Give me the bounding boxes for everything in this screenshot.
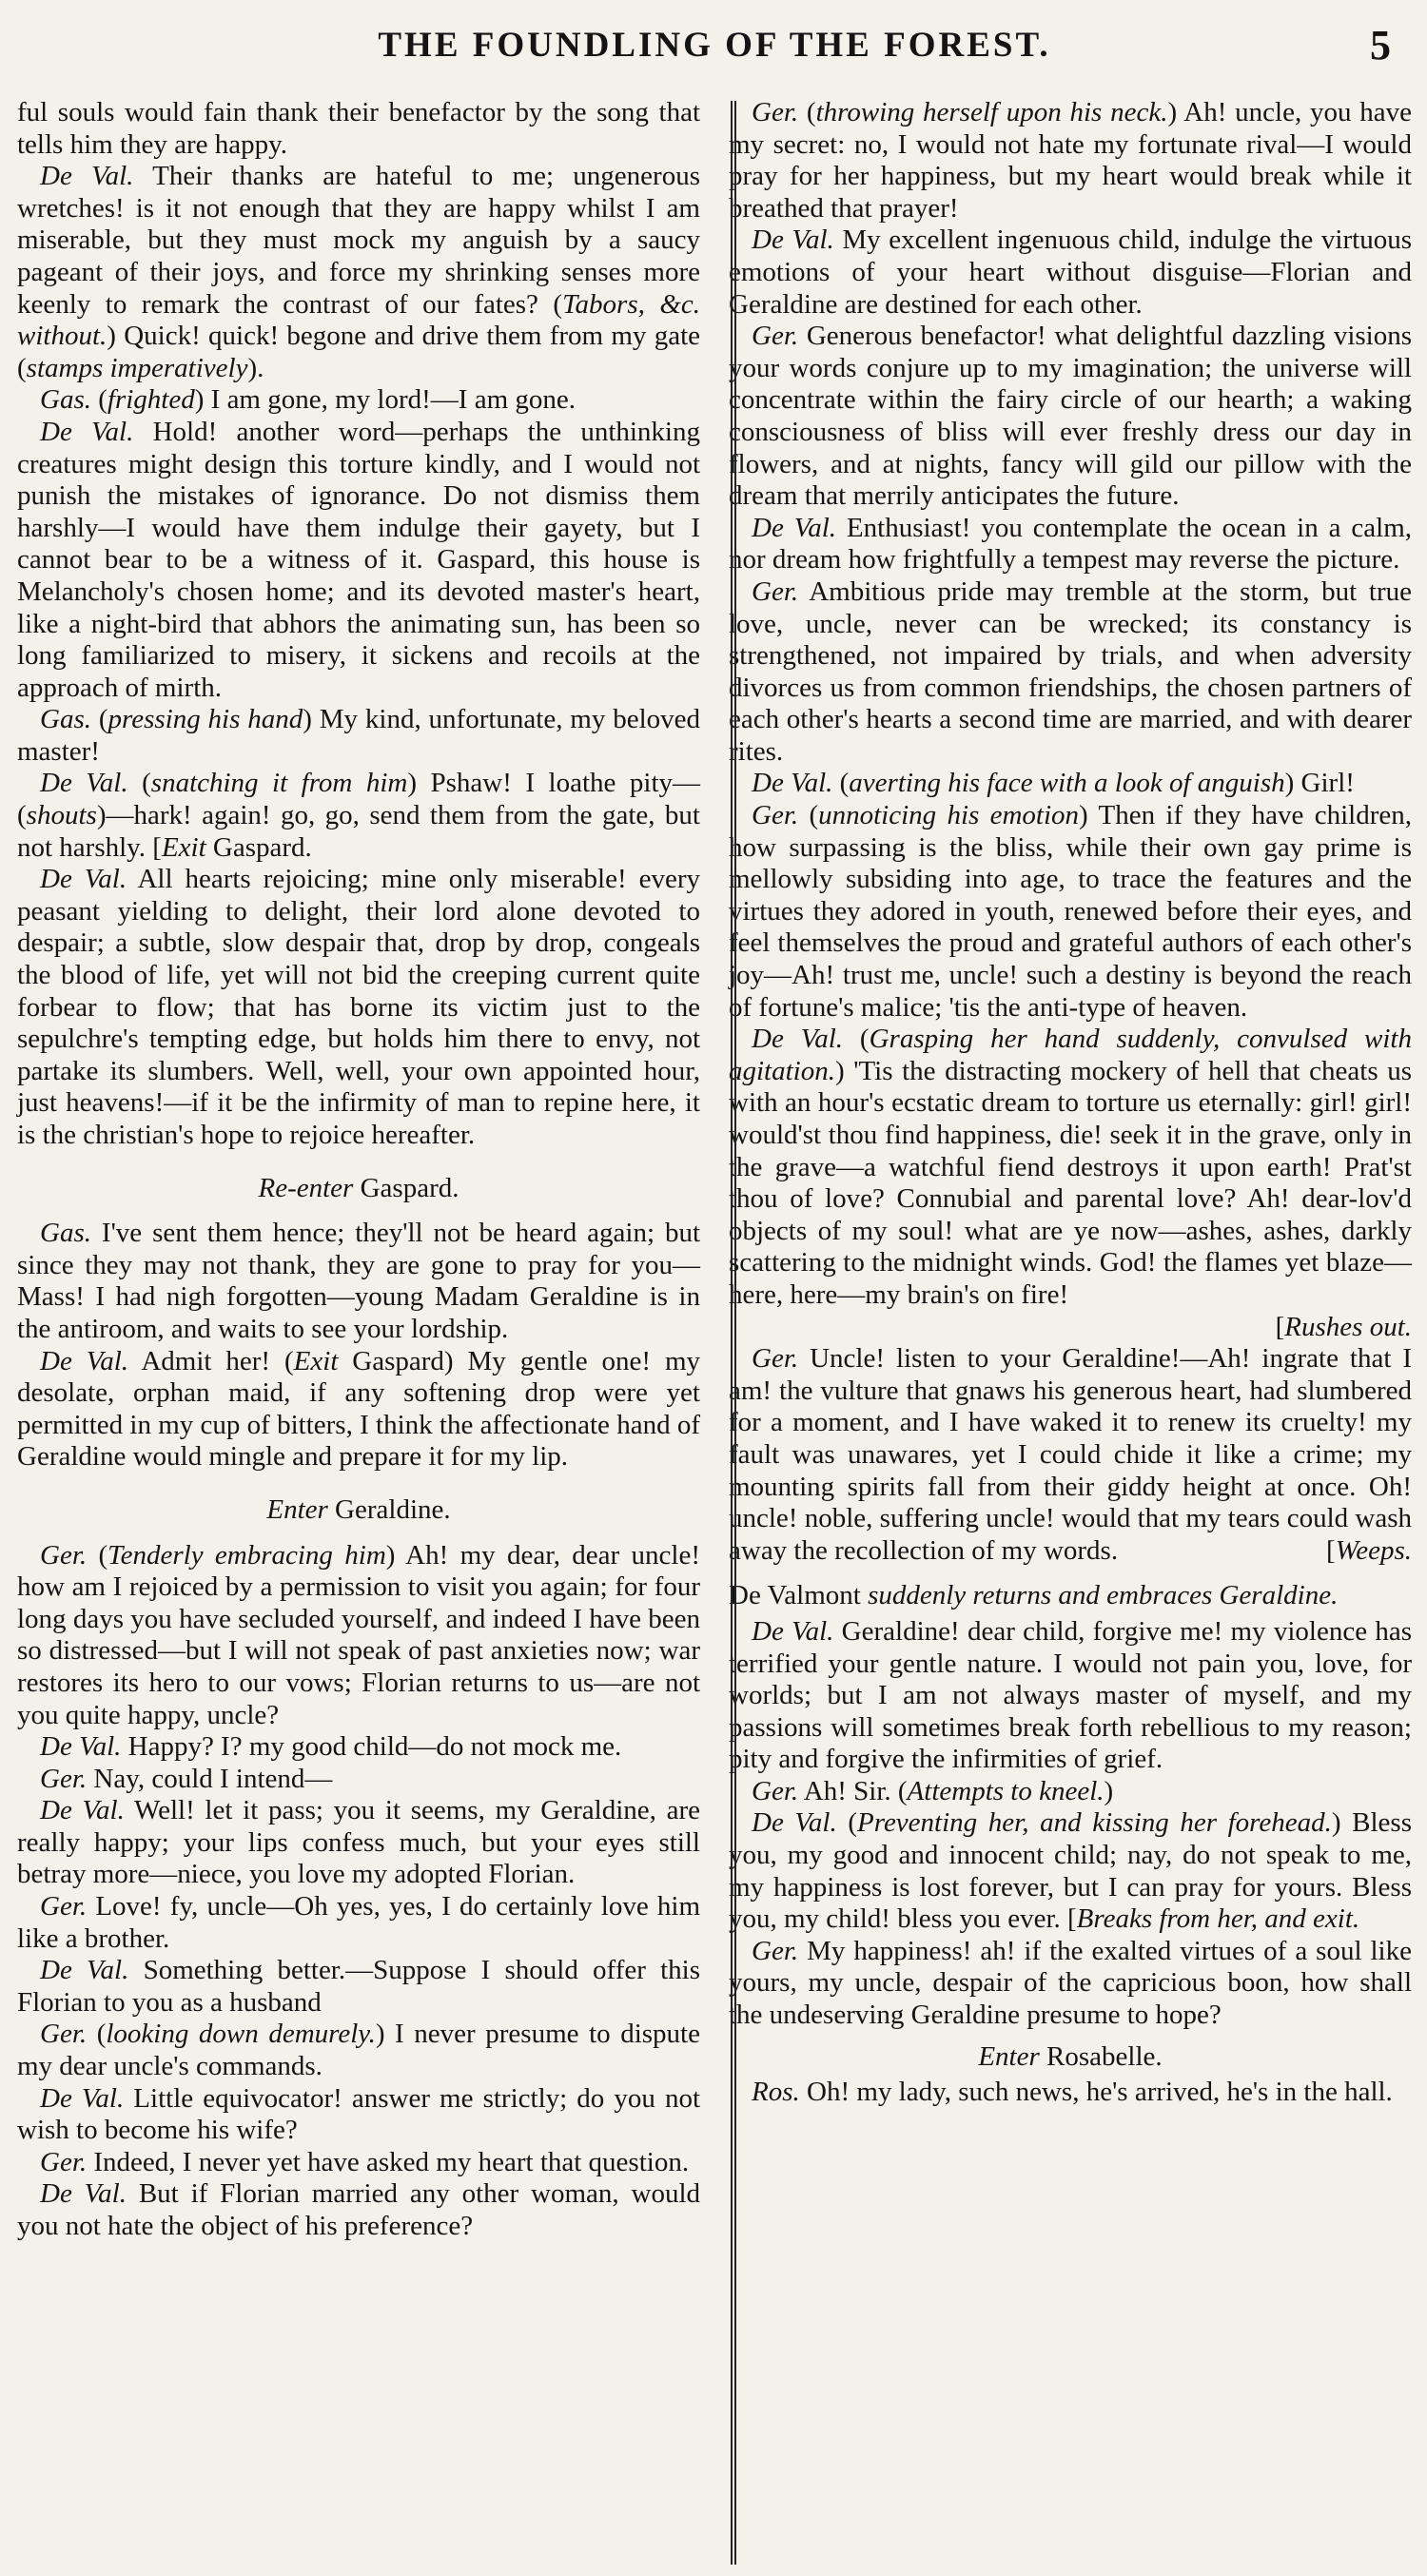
speech-text: ( [843, 1024, 870, 1055]
speaker-name: Ger. [40, 1763, 88, 1794]
speaker-name: Ger. [40, 1891, 88, 1922]
speech-text: Love! fy, uncle—Oh yes, yes, I do certainly love him like a brother. [17, 1891, 700, 1954]
speech-text: My happiness! ah! if the exalted virtues of a soul like yours, my uncle, despair of the capricious boon, how shall the undeserving Geraldine presume to hope? [729, 1935, 1412, 2031]
column-divider [731, 101, 736, 2565]
stage-direction: Tenderly embracing him [108, 1539, 386, 1571]
stage-direction: Enter [266, 1493, 328, 1525]
speech [729, 800, 1412, 1024]
speaker-name: De Val. [40, 2178, 127, 2210]
bracket: [ [1326, 1534, 1336, 1566]
speech [729, 1776, 1412, 1808]
speaker-name: Ger. [752, 800, 799, 831]
right-column [729, 97, 1412, 2243]
stage-direction: unnoticing his emotion [818, 800, 1080, 831]
stage-direction: stamps imperatively [26, 352, 248, 383]
speech-text: Gaspard. [205, 831, 312, 863]
stage-heading [17, 1494, 700, 1527]
speech [17, 1955, 700, 2019]
speaker-name: De Val. [752, 768, 833, 799]
speech [17, 2178, 700, 2242]
speech-text: ( [832, 768, 850, 799]
paragraph: ful souls would fain thank their benefactor by the song that tells him they are happy. [17, 97, 700, 160]
speech-text: ( [87, 2019, 107, 2050]
speech [17, 1795, 700, 1891]
stage-direction: averting his face with a look of anguish [849, 768, 1285, 799]
speech-text: ) 'Tis the distracting mockery of hell that cheats us with an hour's ecstatic dream to torture us eternally: girl! girl! would'st thou find happiness, die! seek it in the grave, only in the grave—a watchful fiend destroys it upon earth! Prat'st thou of love? Connubial and parental love? Ah! dear-lov'd objects of my soul! what are ye now—ashes, ashes, darkly scattering to the midnight winds. God! the flames yet blaze—here, here—my brain's on fire! [729, 1055, 1412, 1310]
speech [729, 97, 1412, 224]
stage-direction: Tabors, &c. without. [17, 288, 700, 352]
speaker-name: De Val. [40, 768, 128, 799]
speech [17, 161, 700, 384]
speech-text: Gaspard) My gentle one! my desolate, orphan maid, if any softening drop were yet permitted in my cup of bitters, I think the affectionate hand of Geraldine would mingle and prepare it for my lip. [17, 1345, 700, 1473]
speech [729, 321, 1412, 513]
speech [729, 768, 1412, 800]
stage-direction: Breaks from her, and exit. [1076, 1903, 1360, 1935]
speaker-name: Gas. [40, 384, 91, 416]
running-header [17, 21, 1412, 97]
running-title: THE FOUNDLING OF THE FOREST. [378, 26, 1051, 65]
speech-text: ) Ah! my dear, dear uncle! how am I rejoiced by a permission to visit you again; for four long days you have secluded yourself, and indeed I have been so distressed—but I will not speak of past anxieties now; war restores its hero to our vows; Florian returns to us—are not you quite happy, uncle? [17, 1539, 700, 1730]
speech-text: ( [798, 97, 816, 127]
stage-direction: shouts [26, 800, 97, 831]
stage-direction: Attempts to kneel. [907, 1775, 1104, 1806]
stage-direction: Preventing her, and kissing her forehead. [857, 1807, 1332, 1839]
speech-text: ( [836, 1807, 858, 1839]
speech-text: ) Then if they have children, how surpassing is the bliss, while their own gay prime is mellowly subsiding into age, to trace the features and the virtues they adored in youth, renewed before their eyes, and feel themselves the proud and grateful authors of each other's joy—Ah! trust me, uncle! such a destiny is beyond the reach of fortune's malice; 'tis the anti-type of heaven. [729, 800, 1412, 1023]
speaker-name: De Val. [752, 512, 837, 543]
speech [729, 2077, 1412, 2109]
speech [17, 768, 700, 864]
speech-text: But if Florian married any other woman, would you not hate the object of his preference? [17, 2178, 700, 2241]
speech-text: ( [87, 1539, 108, 1571]
speech [729, 1616, 1412, 1776]
speaker-name: Ger. [40, 2019, 88, 2050]
speech [17, 1731, 700, 1764]
stage-direction: Exit [293, 1345, 339, 1376]
speaker-name: Ger. [752, 321, 799, 352]
left-column [17, 97, 700, 2243]
exit-direction [729, 1312, 1412, 1344]
speech [729, 1343, 1412, 1567]
speech-text: ) [1104, 1775, 1114, 1806]
speech-text: Geraldine! dear child, forgive me! my violence has terrified your gentle nature. I would not pain you, love, for worlds; but I am not always master of myself, and my passions will sometimes break forth rebellious to my reason; pity and forgive the infirmities of grief. [729, 1615, 1412, 1775]
speech-text: Ambitious pride may tremble at the storm, but true love, uncle, never can be wrecked; its constancy is strengthened, not impaired by trials, and when adversity divorces us from common friendships, the chosen partners of each other's hearts a second time are married, and with dearer rites. [729, 576, 1412, 767]
speech [17, 1346, 700, 1473]
speech-text: Nay, could I intend— [87, 1763, 333, 1794]
speech-text: Something better.—Suppose I should offer this Florian to you as a husband [17, 1955, 700, 2018]
stage-direction: Weeps. [1335, 1534, 1412, 1566]
speech-text: Their thanks are hateful to me; ungenerous wretches! is it not enough that they are happy whilst I am miserable, but they must mock my anguish by a saucy pageant of their joys, and force my shrinking senses more keenly to remark the contrast of our fates? ( [17, 161, 700, 320]
speaker-name: De Val. [40, 1955, 129, 1986]
speaker-name: Ger. [40, 1539, 88, 1571]
speaker-name: Gas. [40, 704, 91, 735]
speaker-name: Ger. [752, 1775, 799, 1806]
speech-text: Indeed, I never yet have asked my heart that question. [87, 2146, 690, 2177]
character-name: De Valmont [729, 1580, 869, 1611]
speaker-name: De Val. [752, 1024, 844, 1055]
speaker-name: De Val. [40, 161, 134, 192]
stage-direction: suddenly returns and embraces Geraldine. [868, 1580, 1339, 1611]
speech-text: All hearts rejoicing; mine only miserable! every peasant yielding to delight, their lord alone devoted to despair; a subtle, slow despair that, drop by drop, congeals the blood of life, yet will not bid the creeping current quite forbear to flow; that has borne its victim just to the sepulchre's tempting edge, but holds him there to envy, not partake its slumbers. Well, well, your own appointed hour, just heavens!—if it be the infirmity of man to repine here, it is the christian's hope to rejoice hereafter. [17, 864, 700, 1150]
speaker-name: De Val. [40, 2082, 125, 2114]
speech-text: ) Bless you, my good and innocent child; nay, do not speak to me, my happiness is lost forever, but I can pray for yours. Bless you, my child! bless you ever. [ [729, 1807, 1412, 1935]
speech-text: Happy? I? my good child—do not mock me. [121, 1731, 622, 1763]
speech-text: Enthusiast! you contemplate the ocean in a calm, nor dream how frightfully a tempest may reverse the picture. [729, 512, 1413, 576]
speech [729, 513, 1412, 576]
speech-text: Oh! my lady, such news, he's arrived, he's in the hall. [799, 2077, 1393, 2108]
speech-text: Admit her! ( [128, 1345, 294, 1376]
character-name: Geraldine. [327, 1493, 451, 1525]
page-number: 5 [1370, 22, 1391, 68]
speech-text: Ah! Sir. ( [798, 1775, 908, 1806]
speech-text: Well! let it pass; you it seems, my Geraldine, are really happy; your lips confess much, but your eyes still betray more—niece, you love my adopted Florian. [17, 1795, 701, 1890]
speaker-name: Ger. [40, 2146, 88, 2177]
speech-text: ) Ah! uncle, you have my secret: no, I would not hate my fortunate rival—I would pray for her happiness, but my heart would break while it breathed that prayer! [729, 97, 1412, 224]
speech-text: Hold! another word—perhaps the unthinking creatures might design this torture kindly, and I would not punish the mistakes of ignorance. Do not dismiss them harshly—I would have them indulge their gayety, but I cannot bear to be a witness of it. Gaspard, this house is Melancholy's chosen home; and its devoted master's heart, like a night-bird that abhors the animating sun, has been so long familiarized to misery, it sickens and recoils at the approach of mirth. [17, 416, 700, 703]
stage-direction: snatching it from him [150, 768, 408, 799]
speaker-name: Ger. [752, 97, 799, 127]
speech-text: ) Pshaw! I loathe pity—( [17, 768, 700, 831]
speech [729, 576, 1412, 769]
speaker-name: De Val. [40, 1795, 125, 1826]
speaker-name: De Val. [752, 1615, 834, 1647]
speech [17, 2147, 700, 2179]
stage-direction: pressing his hand [108, 704, 303, 735]
speech [729, 1936, 1412, 2032]
stage-direction: frighted [107, 384, 195, 416]
speech [17, 1218, 700, 1345]
speaker-name: De Val. [40, 1345, 129, 1376]
stage-direction: Rushes out. [1284, 1311, 1412, 1342]
text-columns [17, 97, 1412, 2243]
stage-direction: throwing herself upon his neck. [815, 97, 1168, 127]
speaker-name: De Val. [40, 864, 127, 895]
speaker-name: Ger. [752, 1343, 799, 1375]
speech-text: ). [247, 352, 264, 383]
bracket: [ [1275, 1311, 1285, 1342]
speech-text: ( [90, 704, 108, 735]
speech-text: Generous benefactor! what delightful dazzling visions your words conjure up to my imagination; the universe will concentrate within the fairy circle of our hearth; a waking consciousness of bliss will ever freshly dress our day in flowers, and at nights, fancy will gild our pillow with the dream that merrily anticipates the future. [729, 321, 1412, 512]
speech-text: ( [90, 384, 108, 416]
speech [17, 417, 700, 704]
speech [17, 704, 700, 768]
stage-heading [729, 1580, 1412, 1612]
speech [729, 1807, 1412, 1935]
speech-text: )—hark! again! go, go, send them from the gate, but not harshly. [ [17, 800, 700, 863]
speech-text: Little equivocator! answer me strictly; do you not wish to become his wife? [17, 2082, 700, 2146]
stage-heading [17, 1173, 700, 1205]
speech [729, 224, 1412, 321]
speaker-name: De Val. [752, 1807, 837, 1839]
stage-heading [729, 2041, 1412, 2074]
speaker-name: De Val. [40, 416, 134, 447]
exit-direction [1303, 1535, 1412, 1568]
speech [17, 864, 700, 1151]
speech-text: ) My kind, unfortunate, my beloved master! [17, 704, 700, 767]
speech [729, 1024, 1412, 1311]
speech-text: ( [127, 768, 151, 799]
speech [17, 1764, 700, 1796]
stage-direction: Enter [978, 2040, 1040, 2072]
speech-text: ( [798, 800, 819, 831]
stage-direction: looking down demurely. [106, 2019, 376, 2050]
speech-text: Uncle! listen to your Geraldine!—Ah! ingrate that I am! the vulture that gnaws his generous heart, had slumbered for a moment, and I have waked it to renew its cruelty! my fault was unawares, yet I could chide it like a crime; my mounting spirits fall from their giddy height at once. Oh! uncle! noble, suffering uncle! would that my tears could wash away the recollection of my words. [729, 1343, 1412, 1566]
speech-text: My excellent ingenuous child, indulge the virtuous emotions of your heart without disguise—Florian and Geraldine are destined for each other. [729, 224, 1412, 320]
character-name: Gaspard. [353, 1172, 459, 1203]
speech-text: I've sent them hence; they'll not be heard again; but since they may not thank, they are gone to pray for you—Mass! I had nigh forgotten—young Madam Geraldine is in the antiroom, and waits to see your lordship. [17, 1218, 700, 1344]
stage-direction: Grasping her hand suddenly, convulsed with agitation. [729, 1024, 1412, 1086]
speaker-name: De Val. [752, 224, 834, 256]
speech [17, 2019, 700, 2082]
speech-text: ) Quick! quick! begone and drive them from my gate ( [17, 321, 700, 383]
speaker-name: De Val. [40, 1731, 122, 1763]
speech-text: ) I am gone, my lord!—I am gone. [194, 384, 577, 416]
speech-text: ) I never presume to dispute my dear uncle's commands. [17, 2019, 700, 2082]
speaker-name: Ger. [752, 576, 799, 607]
character-name: Rosabelle. [1039, 2040, 1163, 2072]
speaker-name: Ros. [752, 2077, 800, 2108]
speech [17, 2083, 700, 2147]
speech [17, 1540, 700, 1732]
speaker-name: Ger. [752, 1935, 799, 1966]
speech-text: ) Girl! [1284, 768, 1355, 799]
speech [17, 384, 700, 417]
speaker-name: Gas. [40, 1218, 91, 1249]
speech [17, 1891, 700, 1955]
stage-direction: Exit [161, 831, 206, 863]
stage-direction: Re-enter [258, 1172, 354, 1203]
